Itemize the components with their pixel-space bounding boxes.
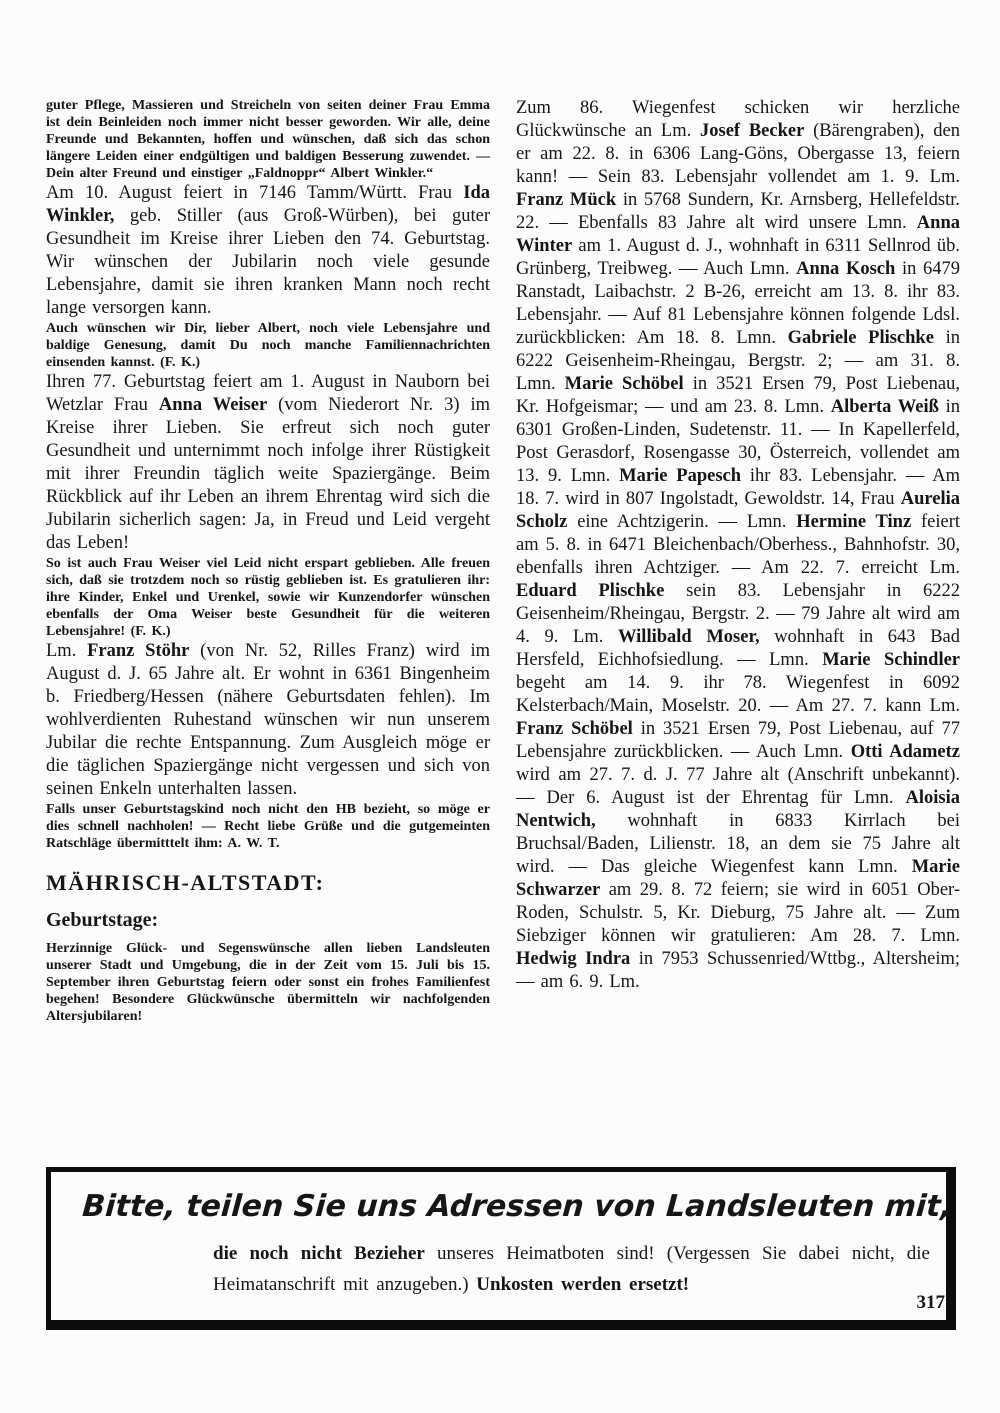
section-heading-maehrisch-altstadt: MÄHRISCH-ALTSTADT: xyxy=(46,870,325,895)
paragraph-birthday-list: Zum 86. Wiegenfest schicken wir herzliche Glückwünsche an Lm. Josef Becker (Bärengraben), den er am 22. 8. in 6306 Lang-Göns, Obergasse 13, feiern kann! — Sein 83. Lebensjahr vollendet am 1. 9. Lm. Franz Mück in 5768 Sundern, Kr. Arnsberg, Hellefeldstr. 22. — Ebenfalls 83 Jahre alt wird unsere Lmn. Anna Winter am 1. August d. J., wohnhaft in 6311 Sellnrod üb. Grünberg, Treibweg. — Auch Lmn. Anna Kosch in 6479 Ranstadt, Laibachstr. 2 B-26, erreicht am 13. 8. ihr 83. Lebensjahr. — Auf 81 Lebensjahre können folgende Ldsl. zurückblicken: Am 18. 8. Lmn. Gabriele Plischke in 6222 Geisenheim-Rheingau, Bergstr. 2; — am 31. 8. Lmn. Marie Schöbel in 3521 Ersen 79, Post Liebenau, Kr. Hofgeismar; — und am 23. 8. Lmn. Alberta Weiß in 6301 Großen-Linden, Sudetenstr. 11. — In Kapellerfeld, Post Gerasdorf, Rosengasse 30, Österreich, vollendet am 13. 9. Lmn. Marie Papesch ihr 83. Lebensjahr. — Am 18. 7. wird in 807 Ingolstadt, Gewoldstr. 14, Frau Aurelia Scholz eine Achtzigerin. — Lmn. Hermine Tinz feiert am 5. 8. in 6471 Bleichenbach/Oberhess., Bahnhofstr. 30, ebenfalls ihren Achtziger. — Am 22. 7. erreicht Lm. Eduard Plischke sein 83. Lebensjahr in 6222 Geisenheim/Rheingau, Bergstr. 2. — 79 Jahre alt wird am 4. 9. Lm. Willibald Moser, wohnhaft in 643 Bad Hersfeld, Eichhofsiedlung. — Lmn. Marie Schindler begeht am 14. 9. ihr 78. Wiegenfest in 6092 Kelsterbach/Main, Moselstr. 20. — Am 27. 7. kann Lm. Franz Schöbel in 3521 Ersen 79, Post Liebenau, auf 77 Lebensjahre zurückblicken. — Auch Lmn. Otti Adametz wird am 27. 7. d. J. 77 Jahre alt (Anschrift unbekannt). — Der 6. August ist der Ehrentag für Lmn. Aloisia Nentwich, wohnhaft in 6833 Kirrlach bei Bruchsal/Baden, Lilienstr. 18, an dem sie 75 Jahre alt wird. — Das gleiche Wiegenfest kann Lmn. Marie Schwarzer am 29. 8. 72 feiern; sie wird in 6051 Ober-Roden, Schulstr. 5, Kr. Dieburg, 75 Jahre alt. — Zum Siebziger können wir gratulieren: Am 28. 7. Lmn. Hedwig Indra in 7953 Schussenried/Wttbg., Altersheim; — am 6. 9. Lm. xyxy=(516,98,961,992)
right-column xyxy=(516,97,960,1143)
announcement-banner xyxy=(46,1167,956,1330)
banner-body-text: die noch nicht Bezieher unseres Heimatboten sind! (Vergessen Sie dabei nicht, die Heimatanschrift mit anzugeben.) Unkosten werden ersetzt! xyxy=(213,1243,930,1295)
paragraph-franz-stoehr: Lm. Franz Stöhr (von Nr. 52, Rilles Franz) wird im August d. J. 65 Jahre alt. Er wohnt in 6361 Bingenheim b. Friedberg/Hessen (nähere Geburtsdaten fehlen). Im wohlverdienten Ruhestand wünschen wir nun unserem Jubilar die rechte Entspannung. Zum Ausgleich möge er die täglichen Spaziergänge nicht vergessen und sich von seinen Enkeln unterhalten lassen. xyxy=(46,641,490,799)
paragraph-birthday-intro: Herzinnige Glück- und Segenswünsche allen lieben Landsleuten unserer Stadt und Umgebung, die in der Zeit vom 15. Juli bis 15. September ihren Geburtstag feiern oder sonst ein frohes Familienfest begehen! Besondere Glückwünsche übermitteln wir nachfolgenden Altersjubilaren! xyxy=(46,941,490,1024)
sub-heading-geburtstage: Geburtstage: xyxy=(46,909,159,931)
paragraph-note-albert: Auch wünschen wir Dir, lieber Albert, noch viele Lebensjahre und baldige Genesung, damit Du noch manche Familiennachrichten einsenden kannst. (F. K.) xyxy=(46,321,490,370)
paragraph-note-hb: Falls unser Geburtstagskind noch nicht den HB bezieht, so möge er dies schnell nachholen! — Recht liebe Grüße und die gutgemeinten Ratschläge übermitttelt ihm: A. W. T. xyxy=(46,802,490,851)
paragraph-note-weiser: So ist auch Frau Weiser viel Leid nicht erspart geblieben. Alle freuen sich, daß sie trotzdem noch so rüstig geblieben ist. Es gratulieren ihr: ihre Kinder, Enkel und Urenkel, sowie wir Kunzendorfer wünschen ebenfalls der Oma Weiser beste Gesundheit für die weiteren Lebensjahre! (F. K.) xyxy=(46,556,490,639)
page-number: 317 xyxy=(916,1292,945,1313)
banner-headline: Bitte, teilen Sie uns Adressen von Landsleuten mit, xyxy=(81,1189,954,1224)
paragraph-ida-winkler: Am 10. August feiert in 7146 Tamm/Württ. Frau Ida Winkler, geb. Stiller (aus Groß-Würben), bei guter Gesundheit im Kreise ihrer Lieben den 74. Geburtstag. Wir wünschen der Jubilarin noch viele gesunde Lebensjahre, damit sie ihren kranken Mann noch recht lange versorgen kann. xyxy=(46,183,490,318)
paragraph-letter-continuation: guter Pflege, Massieren und Streicheln von seiten deiner Frau Emma ist dein Beinleiden noch immer nicht besser geworden. Wir alle, deine Freunde und Bekannten, hoffen und wünschen, daß sich das schon längere Leiden einer endgültigen und baldigen Besserung zuwendet. — Dein alter Freund und einstiger „Faldnoppr“ Albert Winkler.“ xyxy=(46,98,490,181)
left-column xyxy=(46,97,490,1143)
paragraph-anna-weiser: Ihren 77. Geburtstag feiert am 1. August in Nauborn bei Wetzlar Frau Anna Weiser (vom Niederort Nr. 3) im Kreise ihrer Lieben. Sie erfreut sich noch guter Gesundheit und unternimmt noch infolge ihrer Rüstigkeit mit ihrer Freundin täglich weite Spaziergänge. Beim Rückblick auf ihr Leben an ihrem Ehrentag wird sich die Jubilarin sicherlich sagen: Ja, in Freud und Leid vergeht das Leben! xyxy=(46,372,491,553)
